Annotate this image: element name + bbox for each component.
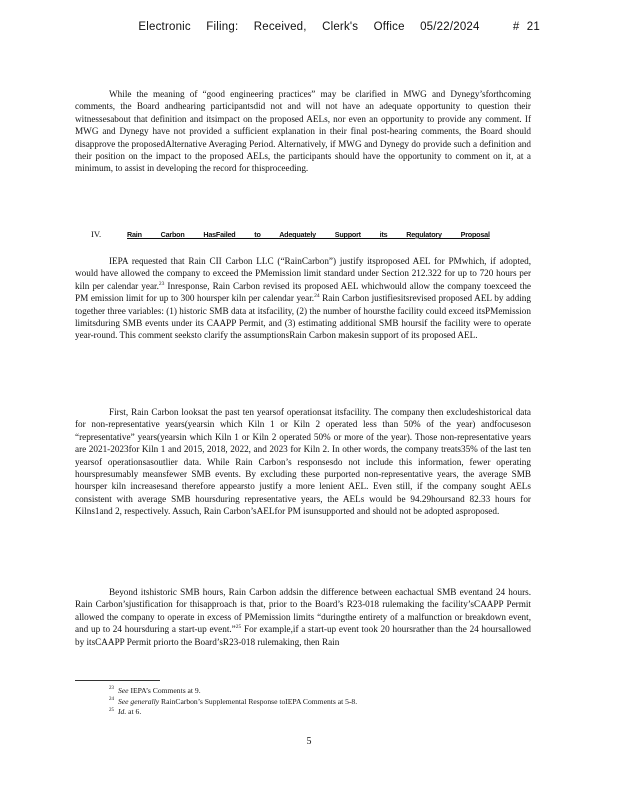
paragraph-good-engineering: While the meaning of “good engineering practices” may be clarified in MWG and Dynegy’sforthcoming comments, the Board andhearing participantsdid not and will not have an adequate opportunity to question their witnessesabout that definition and itsimpact on the proposed AELs, nor even an opportunity to provide any comment. If MWG and Dynegy have not provided a sufficient explanation in their final post-hearing comments, the Board should disapprove the proposedAlternative Averaging Period. Alternatively, if MWG and Dynegy do provide such a definition and their position on the impact to the proposed AELs, the participants should have the opportunity to comment on it, at a minimum, to assist in developing the record for thisproceeding. [75,89,531,174]
footnote-24 [75,697,525,708]
section-number: IV. [91,229,102,239]
paragraph-iepa-request [75,255,531,342]
footnote-number: 23 [109,686,114,692]
filing-header [0,21,618,33]
paragraph-text: Beyond itshistoric SMB hours, Rain Carbon addsin the difference between eachactual SMB eventand 24 hours. Rain Carbon’sjustification for thisapproach is that, prior to the Board’s R23-018 rulemaking the facility’sCAAPP Permit allowed the company to operate in excess of PMemission limits “duringthe entirety of a malfunction or breakdown event, and up to 24 hoursduring a start-up event.” [75,587,531,635]
paragraph-beyond-smb [75,586,531,648]
paragraph-text: Rain Carbon justifiesitsrevised proposed AEL by adding together three variables: (1) historic SMB data at itsfacility, (2) the number of hoursthe facility could exceed itsPMemission limitsduring SMB events under its CAAPP Permit, and (3) estimating additional SMB hoursif the facility were to operate year-round. This comment seeksto clarify the assumptionsRain Carbon makesin support of its proposed AEL. [75,293,531,341]
footnote-signal: Id. [118,707,127,717]
footnote-divider [75,680,160,681]
footnote-25 [75,707,525,718]
footnotes [75,686,525,718]
footnote-text: at 6. [128,707,142,717]
paragraph-text: Inresponse, Rain Carbon revised its proposed AEL whichwould allow the company toexceed the PM emission limit for up to 300 hoursper kiln per calendar year. [75,280,531,304]
section-title: Rain Carbon HasFailed to Adequately Support its Regulatory Proposal [127,230,490,239]
footnote-text: RainCarbon’s Supplemental Response toIEPA Comments at 5-8. [161,696,358,706]
paragraph-ten-years: First, Rain Carbon looksat the past ten yearsof operationsat itsfacility. The company then excludeshistorical data for non-representative years(yearsin which Kiln 1 or Kiln 2 operated less than 50% of the year) andfocuseson “representative” years(yearsin which Kiln 1 or Kiln 2 operated 50% or more of the year). Those non-representative years are 2021-2023for Kiln 1 and 2015, 2018, 2022, and 2023 for Kiln 2. In other words, the company treats35% of the last ten yearsof operationsasoutlier data. While Rain Carbon’s responsesdo not include this information, fewer operating hourspresumably meansfewer SMB events. By excluding these purported non-representative years, the average SMB hoursper kiln increasesand therefore appearsto justify a more lenient AEL. Even still, if the company sought AELs consistent with average SMB hoursduring representative years, the AELs would be 94.29hoursand 82.33 hours for Kilns1and 2, respectively. Assuch, Rain Carbon’sAELfor PM isunsupported and should not be adopted asproposed. [75,407,531,517]
footnote-ref-23[interactable]: 23 [158,280,165,287]
footnote-signal: See [118,686,129,695]
footnote-number: 24 [109,697,114,703]
paragraph-text: For example,if a start-up event took 20 hoursrather than the 24 hoursallowed by itsCAAPP Permit priorto the Board’sR23-018 rulemaking, then Rain [75,624,531,647]
filing-stamp-text: Electronic Filing: Received, Clerk's Office 05/22/2024 [138,21,480,33]
footnote-number: 25 [109,707,114,713]
footnote-23 [75,686,525,697]
footnote-ref-25[interactable]: 25 [235,624,242,631]
footnote-signal: See generally [118,696,160,706]
page-number: 5 [306,736,312,747]
footnote-text: IEPA’s Comments at 9. [130,686,201,695]
footnote-ref-24[interactable]: 24 [314,293,320,300]
paragraph-text: IEPA requested that Rain CII Carbon LLC (“RainCarbon”) justify itsproposed AEL for PMwhich, if adopted, would have allowed the company to exceed the PMemission limit standard under Section 212.322 for up to 720 hours per kiln per calendar year. [75,256,531,291]
filing-page-ref: # 21 [512,21,540,33]
section-heading [91,229,511,239]
